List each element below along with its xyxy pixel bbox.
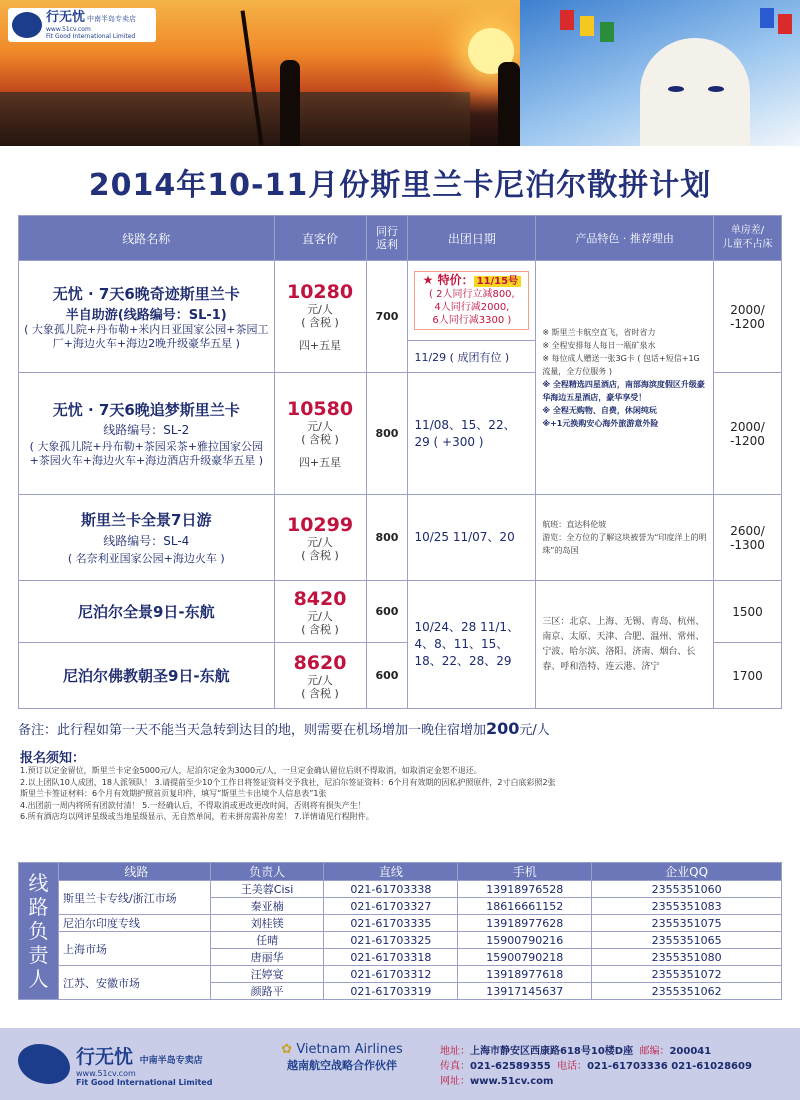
footer-brand: 行无忧	[76, 1045, 134, 1068]
prayer-flag	[760, 8, 774, 28]
price-value: 10299	[286, 513, 354, 536]
table-row	[19, 261, 782, 341]
stupa-image	[640, 38, 750, 146]
contact-person: 秦亚楠	[210, 898, 324, 915]
footer-english: Fit Good International Limited	[76, 1077, 213, 1087]
route-code: 线路编号：SL-4	[103, 534, 190, 548]
feature-item: ※ 全程无购物、自费，休闲纯玩	[542, 405, 657, 415]
stupa-eye	[668, 86, 684, 92]
feature-item: ※ 全程精选四星酒店，南部海滨度假区升级豪华海边五星酒店，豪华享受！	[542, 379, 705, 402]
notice-title: 报名须知：	[20, 751, 86, 766]
airline-name: Vietnam Airlines	[296, 1042, 403, 1057]
contact-line[interactable]: 021-61703335	[324, 915, 458, 932]
contact-person: 刘桂镁	[210, 915, 324, 932]
rebate-value: 800	[366, 495, 408, 581]
notice-body	[20, 765, 780, 823]
promo-date: 11/15号	[474, 276, 521, 287]
route-name: 尼泊尔佛教朝圣9日-东航	[62, 667, 230, 685]
promo-line: ( 2人同行立减800,	[429, 289, 515, 300]
col-features: 产品特色 · 推荐理由	[536, 216, 714, 261]
fax-label: 传真：	[440, 1061, 470, 1072]
lotus-icon: ✿	[281, 1042, 293, 1057]
contact-mobile[interactable]: 13918977618	[458, 966, 592, 983]
stupa-eye	[708, 86, 724, 92]
airline-cn: 越南航空战略合作伙伴	[287, 1059, 397, 1072]
price-value: 8620	[293, 651, 347, 674]
col-route: 线路	[58, 863, 210, 881]
price-unit: 元/人	[307, 673, 333, 687]
date-value: 11/29 ( 成团有位 )	[408, 341, 536, 373]
tel-label: 电话：	[557, 1061, 588, 1072]
promo-line: 6人同行减3300 )	[432, 315, 512, 326]
single-supplement: 2600/ -1300	[714, 495, 782, 581]
postcode: 200041	[669, 1046, 712, 1057]
contact-route: 尼泊尔印度专线	[58, 915, 210, 932]
notice-line: 6.所有酒店均以网评星级或当地星级显示，无自然单间，若未拼房需补房差！ 7.详情请见行程附件。	[20, 812, 374, 821]
page-title: 2014年10-11月份斯里兰卡尼泊尔散拼计划	[88, 168, 712, 203]
table-row	[19, 495, 782, 581]
single-supplement: 2000/ -1200	[714, 261, 782, 373]
single-supplement: 2000/ -1200	[714, 373, 782, 495]
notice-line: 1.预订以定金留位，斯里兰卡定金5000元/人，尼泊尔定金为3000元/人，一旦定金确认留位后则不得取消，如取消定金恕不退还。	[20, 766, 482, 775]
route-cell[interactable]	[19, 581, 275, 643]
logo-name: 行无忧	[46, 9, 86, 25]
rebate-value: 800	[366, 373, 408, 495]
route-desc: ( 大象孤儿院+丹布勒+茶园采茶+雅拉国家公园+茶园火车+海边火车+海边酒店升级豪华五星 )	[29, 440, 263, 467]
contact-mobile[interactable]: 18616661152	[458, 898, 592, 915]
date-value: 10/24、28 11/1、4、8、11、15、18、22、28、29	[408, 581, 536, 709]
route-code: 线路编号：SL-2	[103, 423, 190, 437]
footer-brand-sub: 中南半岛专卖店	[139, 1055, 203, 1066]
table-row	[19, 881, 782, 898]
airline-partner	[262, 1042, 422, 1073]
rebate-value: 700	[366, 261, 408, 373]
notice-line: 4.出团前一周内将所有团款付清！ 5.一经确认后，不得取消或更改更改时间，否则将有损失产生！	[20, 800, 366, 810]
website-link[interactable]: www.51cv.com	[470, 1076, 554, 1087]
tel: 021-61703336 021-61028609	[587, 1061, 752, 1072]
price-value: 10580	[286, 397, 354, 420]
table-row	[19, 581, 782, 643]
remark-text: 备注：此行程如第一天不能当天急转到达目的地，则需要在机场增加一晚住宿增加	[18, 723, 487, 738]
contact-line[interactable]: 021-61703338	[324, 881, 458, 898]
route-name: 无忧 · 7天6晚追梦斯里兰卡	[52, 401, 240, 419]
contact-mobile[interactable]: 15900790216	[458, 932, 592, 949]
contact-mobile[interactable]: 13918977628	[458, 915, 592, 932]
feature-item: 航班：直达科伦坡	[542, 520, 607, 529]
features-nepal: 三区：北京、上海、无锡、青岛、杭州、南京、太原、天津、合肥、温州、常州、宁波、哈尔滨、洛阳、济南、烟台、长春、呼和浩特、连云港、济宁	[536, 581, 714, 709]
col-route-name: 线路名称	[19, 216, 275, 261]
promo-line: 4人同行减2000,	[434, 302, 510, 313]
fisherman-silhouette	[498, 62, 520, 146]
contact-line[interactable]: 021-61703325	[324, 932, 458, 949]
prayer-flag	[580, 16, 594, 36]
promo-cell	[408, 261, 536, 341]
logo-mark-icon	[18, 1044, 70, 1084]
route-cell[interactable]	[19, 495, 275, 581]
contact-qq[interactable]: 2355351060	[592, 881, 782, 898]
col-single-supplement: 单房差/ 儿童不占床	[714, 216, 782, 261]
features-sl12	[536, 261, 714, 495]
logo-english: Fit Good International Limited	[46, 32, 136, 40]
contact-line[interactable]: 021-61703327	[324, 898, 458, 915]
table-row	[19, 932, 782, 949]
price-cell	[274, 643, 366, 709]
feature-item: ※ 全程安排每人每日一瓶矿泉水	[542, 340, 656, 350]
col-rebate: 同行 返利	[366, 216, 408, 261]
route-cell[interactable]	[19, 261, 275, 373]
col-dates: 出团日期	[408, 216, 536, 261]
table-row	[19, 915, 782, 932]
contact-mobile[interactable]: 13918976528	[458, 881, 592, 898]
sea-image	[0, 92, 470, 146]
rebate-value: 600	[366, 643, 408, 709]
notice-line: 2.以上团队10人成团，18人派领队！ 3.请提前至少10个工作日将签证资料交予我社，尼泊尔签证资料：6个月有效期的因私护照原件，2寸白底彩照2张	[20, 777, 556, 787]
fax: 021-62589355	[470, 1061, 551, 1072]
feature-item: ※+1元换购安心海外旅游意外险	[542, 418, 659, 428]
route-cell[interactable]	[19, 643, 275, 709]
promo-label: ★ 特价：	[422, 273, 474, 287]
contact-person: 任晴	[210, 932, 324, 949]
rebate-value: 600	[366, 581, 408, 643]
col-person: 负责人	[210, 863, 324, 881]
price-tax: ( 含税 )	[301, 622, 339, 636]
date-value: 10/25 11/07、20	[408, 495, 536, 581]
contact-line[interactable]: 021-61703312	[324, 966, 458, 983]
footer-logo[interactable]	[18, 1040, 258, 1088]
feature-item: ※ 斯里兰卡航空直飞，省时省力	[542, 327, 656, 337]
remark	[18, 719, 782, 738]
contact-route: 江苏、安徽市场	[58, 966, 210, 1000]
route-name: 无忧 · 7天6晚奇迹斯里兰卡	[52, 284, 240, 303]
hotel-star: 四+五星	[298, 455, 342, 469]
col-price: 直客价	[274, 216, 366, 261]
logo-url: www.51cv.com	[46, 25, 91, 33]
price-unit: 元/人	[307, 535, 333, 549]
contact-person: 唐丽华	[210, 949, 324, 966]
promo-box	[414, 271, 529, 330]
contacts-side-label: 线 路 负 责 人	[19, 863, 59, 1000]
route-name: 斯里兰卡全景7日游	[81, 511, 212, 529]
contact-line[interactable]: 021-61703318	[324, 949, 458, 966]
price-tax: ( 含税 )	[301, 686, 339, 700]
logo-sub: 中南半岛专卖店	[87, 14, 137, 23]
notice-line: 斯里兰卡签证材料：6个月有效期护照首页复印件，填写“斯里兰卡出境个人信息表”1张	[20, 789, 327, 798]
price-tax: ( 含税 )	[301, 432, 339, 446]
web-label: 网址：	[440, 1076, 470, 1087]
contact-qq[interactable]: 2355351075	[592, 915, 782, 932]
route-name: 尼泊尔全景9日-东航	[77, 603, 215, 621]
contact-qq[interactable]: 2355351065	[592, 932, 782, 949]
price-unit: 元/人	[307, 419, 333, 433]
features-sl4	[536, 495, 714, 581]
route-desc: ( 名奈利亚国家公园+海边火车 )	[67, 552, 225, 565]
contact-route: 上海市场	[58, 932, 210, 966]
fisherman-silhouette	[280, 60, 300, 146]
contact-person: 颜路平	[210, 983, 324, 1000]
logo-mark-icon	[12, 12, 42, 38]
contact-info	[440, 1044, 752, 1089]
prayer-flag	[778, 14, 792, 34]
header-banner	[0, 0, 800, 146]
addr-label: 地址：	[440, 1046, 470, 1057]
contact-qq[interactable]: 2355351062	[592, 983, 782, 1000]
price-value: 10280	[286, 280, 354, 303]
contacts-table	[18, 862, 782, 1000]
single-supplement: 1500	[714, 581, 782, 643]
date-value: 11/08、15、22、29 ( +300 )	[408, 373, 536, 495]
contact-mobile[interactable]: 13917145637	[458, 983, 592, 1000]
contact-route: 斯里兰卡专线/浙江市场	[58, 881, 210, 915]
contact-person: 王美蓉Cisi	[210, 881, 324, 898]
price-cell	[274, 261, 366, 373]
prayer-flag	[560, 10, 574, 30]
contact-qq[interactable]: 2355351083	[592, 898, 782, 915]
price-unit: 元/人	[307, 302, 333, 316]
route-cell[interactable]	[19, 373, 275, 495]
price-cell	[274, 581, 366, 643]
remark-amount: 200	[486, 719, 520, 738]
header-logo[interactable]	[8, 8, 156, 42]
tour-table	[18, 215, 782, 709]
post-label: 邮编：	[639, 1046, 670, 1057]
route-code: 半自助游(线路编号：SL-1)	[65, 307, 227, 323]
price-tax: ( 含税 )	[301, 548, 339, 562]
feature-item: ※ 每位成人赠送一张3G卡 ( 包话+短信+1G流量，全方位服务 )	[542, 353, 700, 376]
remark-suffix: 元/人	[519, 723, 550, 738]
col-line: 直线	[324, 863, 458, 881]
contact-mobile[interactable]: 15900790218	[458, 949, 592, 966]
prayer-flag	[600, 22, 614, 42]
hotel-star: 四+五星	[298, 338, 342, 352]
price-tax: ( 含税 )	[301, 315, 339, 329]
footer	[0, 1028, 800, 1100]
col-mobile: 手机	[458, 863, 592, 881]
price-unit: 元/人	[307, 609, 333, 623]
contact-qq[interactable]: 2355351080	[592, 949, 782, 966]
table-header-row	[19, 216, 782, 261]
price-cell	[274, 373, 366, 495]
feature-item: 游览：全方位的了解这块被誉为“印度洋上的明珠”的岛国	[542, 533, 707, 555]
price-value: 8420	[293, 587, 347, 610]
single-supplement: 1700	[714, 643, 782, 709]
price-cell	[274, 495, 366, 581]
contact-line[interactable]: 021-61703319	[324, 983, 458, 1000]
address: 上海市静安区西康路618号10楼D座	[470, 1046, 634, 1057]
contacts-header-row	[19, 863, 782, 881]
route-desc: ( 大象孤儿院+丹布勒+米内日亚国家公园+茶园工厂+海边火车+海边2晚升级豪华五星 )	[24, 322, 269, 350]
contact-qq[interactable]: 2355351072	[592, 966, 782, 983]
col-qq: 企业QQ	[592, 863, 782, 881]
contact-person: 汪婷宴	[210, 966, 324, 983]
table-row	[19, 966, 782, 983]
footer-url: www.51cv.com	[76, 1068, 136, 1078]
